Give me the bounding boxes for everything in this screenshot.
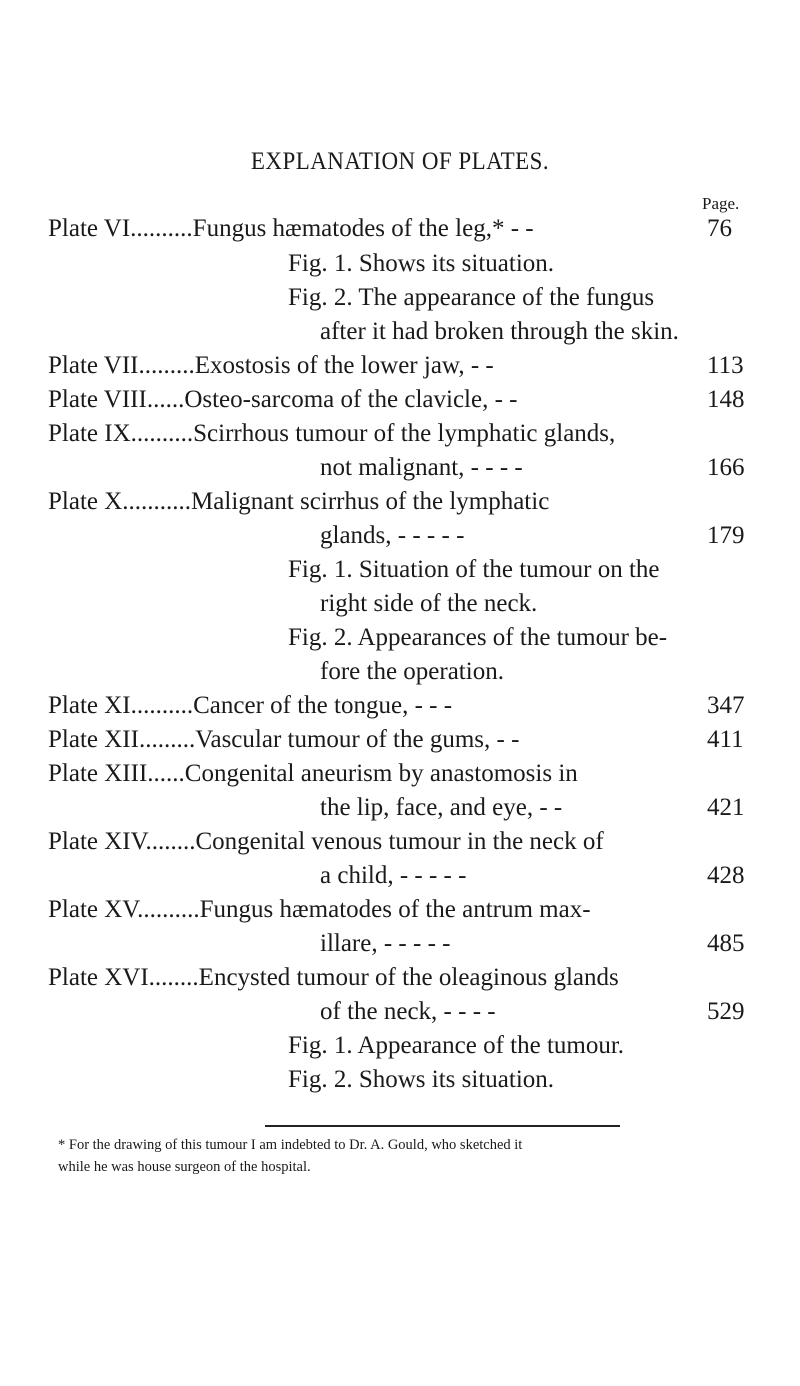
entry-line: Plate X...........Malignant scirrhus of the lymphatic [48,488,550,515]
entry-page: 347 [707,692,745,719]
entry-line: of the neck, - - - - [320,998,496,1025]
entry-line: Fig. 1. Shows its situation. [288,250,555,277]
entry-line: Plate XV..........Fungus hæmatodes of the antrum max- [48,896,591,923]
entry-line: Plate XIII......Congenital aneurism by anastomosis in [48,760,578,787]
entry-line: Plate VII.........Exostosis of the lower jaw, - - [48,352,494,379]
entry-line: a child, - - - - - [320,862,467,889]
entry-line: Plate XIV........Congenital venous tumour in the neck of [48,828,604,855]
entry-line: fore the operation. [320,658,504,685]
entry-line: Fig. 2. Appearances of the tumour be- [288,624,668,651]
entry-page: 166 [707,454,745,481]
entry-line: Plate VIII......Osteo-sarcoma of the clavicle, - - [48,386,518,413]
entry-line: Plate XVI........Encysted tumour of the oleaginous glands [48,964,619,991]
entry-line: right side of the neck. [320,590,538,617]
entry-page: 113 [707,352,744,379]
entry-page: 76 [707,215,732,242]
entry-line: Plate VI..........Fungus hæmatodes of the leg,* - - [48,215,534,242]
footnote-rule [265,1125,620,1127]
page-heading: EXPLANATION OF PLATES. [250,148,550,175]
entry-line: Fig. 2. Shows its situation. [288,1066,555,1093]
entry-line: Plate XI..........Cancer of the tongue, - - - [48,692,453,719]
entry-page: 529 [707,998,745,1025]
entry-line: Fig. 1. Situation of the tumour on the [288,556,660,583]
entry-page: 421 [707,794,745,821]
entry-line: Plate XII.........Vascular tumour of the gums, - - [48,726,520,753]
entry-page: 411 [707,726,744,753]
entry-line: after it had broken through the skin. [320,318,679,345]
footnote-line: while he was house surgeon of the hospital. [58,1159,311,1175]
entry-line: illare, - - - - - [320,930,451,957]
entry-line: Plate IX..........Scirrhous tumour of the lymphatic glands, [48,420,616,447]
entry-page: 428 [707,862,745,889]
entry-page: 179 [707,522,745,549]
entry-line: Fig. 2. The appearance of the fungus [288,284,655,311]
footnote-line: * For the drawing of this tumour I am indebted to Dr. A. Gould, who sketched it [58,1137,523,1153]
entry-line: not malignant, - - - - [320,454,523,481]
entry-line: the lip, face, and eye, - - [320,794,563,821]
page-column-label: Page. [702,194,740,213]
entry-line: Fig. 1. Appearance of the tumour. [288,1032,625,1059]
entry-page: 485 [707,930,745,957]
entry-line: glands, - - - - - [320,522,465,549]
entry-page: 148 [707,386,745,413]
